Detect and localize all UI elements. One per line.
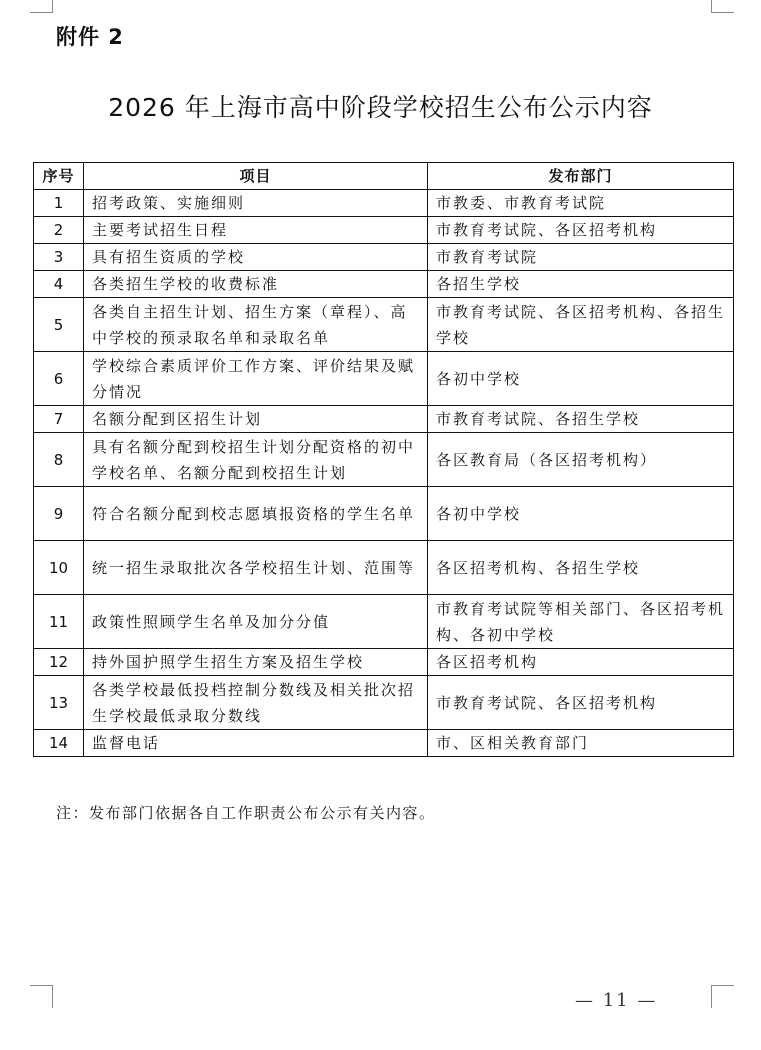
row-item: 主要考试招生日程: [84, 217, 428, 244]
table-row: [34, 244, 734, 271]
row-item: 统一招生录取批次各学校招生计划、范围等: [84, 541, 428, 595]
row-department: 市教育考试院、各区招考机构: [428, 217, 734, 244]
row-department: 各区招考机构、各招生学校: [428, 541, 734, 595]
crop-mark-bottom-right: [711, 985, 734, 1008]
row-number: 2: [34, 217, 84, 244]
table-row: [34, 298, 734, 352]
table-header-row: [34, 163, 734, 190]
crop-mark-top-right: [711, 0, 734, 13]
table-row: [34, 487, 734, 541]
row-department: 市教育考试院、各区招考机构: [428, 676, 734, 730]
page-number: — 11 —: [575, 990, 658, 1011]
row-number: 5: [34, 298, 84, 352]
row-item: 监督电话: [84, 730, 428, 757]
header-department: 发布部门: [428, 163, 734, 190]
row-item: 政策性照顾学生名单及加分分值: [84, 595, 428, 649]
table-row: [34, 433, 734, 487]
row-item: 各类自主招生计划、招生方案（章程）、高中学校的预录取名单和录取名单: [84, 298, 428, 352]
row-department: 市教育考试院、各招生学校: [428, 406, 734, 433]
row-item: 各类学校最低投档控制分数线及相关批次招生学校最低录取分数线: [84, 676, 428, 730]
row-number: 3: [34, 244, 84, 271]
row-department: 各区教育局（各区招考机构）: [428, 433, 734, 487]
row-number: 8: [34, 433, 84, 487]
row-department: 市、区相关教育部门: [428, 730, 734, 757]
table-row: [34, 676, 734, 730]
row-item: 符合名额分配到校志愿填报资格的学生名单: [84, 487, 428, 541]
row-number: 7: [34, 406, 84, 433]
row-item: 学校综合素质评价工作方案、评价结果及赋分情况: [84, 352, 428, 406]
attachment-label: 附件 2: [56, 25, 124, 49]
table-row: [34, 217, 734, 244]
table-row: [34, 730, 734, 757]
table-row: [34, 406, 734, 433]
row-department: 各招生学校: [428, 271, 734, 298]
row-number: 6: [34, 352, 84, 406]
row-item: 具有名额分配到校招生计划分配资格的初中学校名单、名额分配到校招生计划: [84, 433, 428, 487]
header-item: 项目: [84, 163, 428, 190]
row-department: 市教育考试院等相关部门、各区招考机构、各初中学校: [428, 595, 734, 649]
row-number: 4: [34, 271, 84, 298]
row-department: 各初中学校: [428, 487, 734, 541]
table-row: [34, 352, 734, 406]
publication-table: [33, 162, 734, 757]
row-item: 持外国护照学生招生方案及招生学校: [84, 649, 428, 676]
crop-mark-bottom-left: [30, 985, 53, 1008]
row-item: 具有招生资质的学校: [84, 244, 428, 271]
table-row: [34, 190, 734, 217]
header-serial: 序号: [34, 163, 84, 190]
row-number: 13: [34, 676, 84, 730]
table-row: [34, 649, 734, 676]
row-department: 市教委、市教育考试院: [428, 190, 734, 217]
row-department: 各区招考机构: [428, 649, 734, 676]
table-row: [34, 271, 734, 298]
page-title: 2026 年上海市高中阶段学校招生公布公示内容: [108, 93, 653, 122]
row-number: 1: [34, 190, 84, 217]
row-number: 10: [34, 541, 84, 595]
row-number: 9: [34, 487, 84, 541]
row-department: 市教育考试院、各区招考机构、各招生学校: [428, 298, 734, 352]
row-number: 11: [34, 595, 84, 649]
footnote: 注：发布部门依据各自工作职责公布公示有关内容。: [56, 804, 436, 822]
row-department: 各初中学校: [428, 352, 734, 406]
row-number: 14: [34, 730, 84, 757]
row-item: 各类招生学校的收费标准: [84, 271, 428, 298]
row-department: 市教育考试院: [428, 244, 734, 271]
crop-mark-top-left: [30, 0, 53, 13]
table-row: [34, 541, 734, 595]
row-item: 招考政策、实施细则: [84, 190, 428, 217]
table-row: [34, 595, 734, 649]
row-number: 12: [34, 649, 84, 676]
row-item: 名额分配到区招生计划: [84, 406, 428, 433]
